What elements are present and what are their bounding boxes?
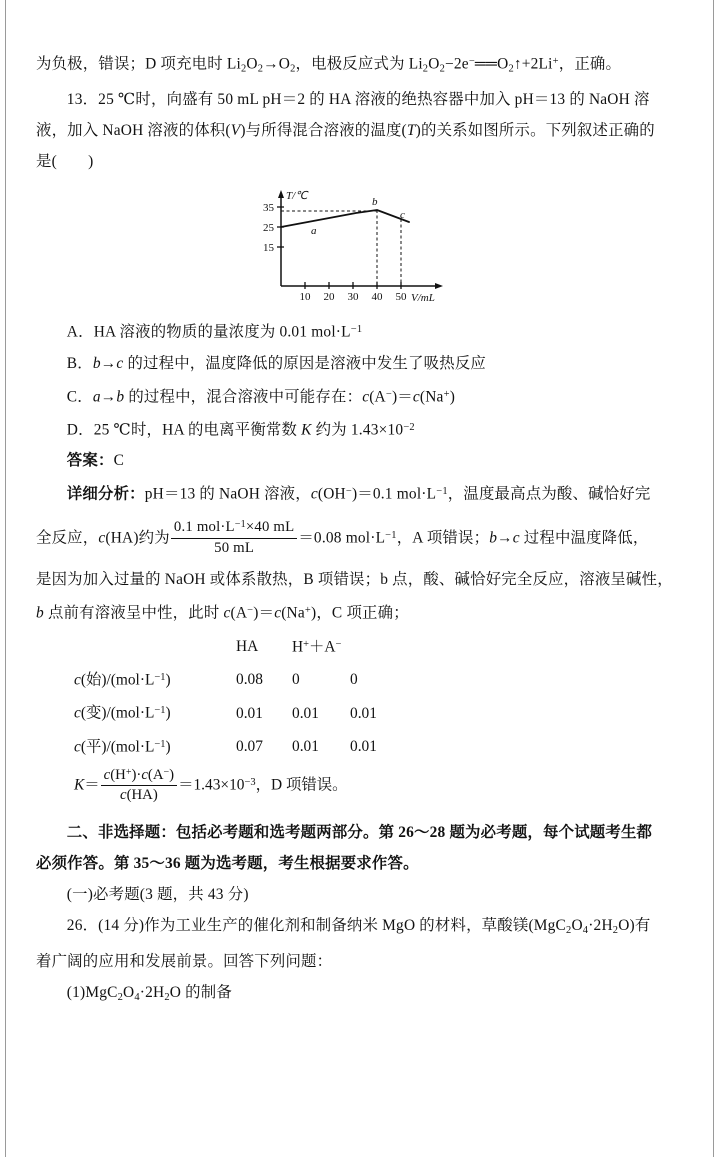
equilibrium-constant-expression: K＝ $\frac{c(H^+)\cdot c(A^-)}{c(HA)}$ $=1.43\times 10^{-3}$，D 项错误。	[74, 766, 348, 804]
analysis-line-4: b 点前有溶液呈中性，此时 c(A−)＝c(Na+)，C 项正确；	[36, 604, 409, 622]
question-26-line-1: 26．(14 分)作为工业生产的催化剂和制备纳米 MgO 的材料，草酸镁$(MgC_2O_4\cdot 2H_2O)$有	[66, 916, 651, 936]
table-row	[74, 662, 377, 695]
chart-data-line	[281, 210, 409, 227]
question-13-stem-line-1: 13．25 ℃时，向盛有 50 mL pH＝2 的 HA 溶液的绝热容器中加入 pH＝13 的 NaOH 溶	[66, 91, 650, 109]
ice-equation-left: HA	[236, 638, 259, 656]
answer-row	[36, 445, 684, 476]
option-d: D．25 ℃时，HA 的电离平衡常数 K 约为 $1.43\times 10^{-2}$	[66, 421, 415, 439]
question-26-item-1: $(1)MgC_2O_4\cdot 2H_2O$ 的制备	[66, 983, 232, 1003]
chart-x-label-20: 20	[323, 291, 334, 304]
option-b: B．b→c 的过程中，温度降低的原因是溶液中发生了吸热反应	[66, 354, 487, 372]
chart-x-label-10: 10	[299, 291, 310, 304]
question-26-line-2: 着广阔的应用和发展前景。回答下列问题：	[36, 952, 333, 970]
temperature-volume-chart	[36, 186, 684, 308]
chart-point-label-a: a	[310, 225, 316, 238]
k-fraction	[101, 767, 177, 805]
chart-point-label-b: b	[371, 196, 377, 209]
chart-x-label-30: 30	[347, 291, 358, 304]
analysis-line-3: 是因为加入过量的 NaOH 或体系散热，B 项错误；b 点，酸、碱恰好完全反应，溶液呈碱性，	[36, 571, 673, 589]
chart-y-axis-arrow	[278, 190, 284, 198]
ice-row-label-equilibrium: c(平)$/(mol\cdot L^{-1})$	[74, 738, 171, 756]
chart-x-axis-title: V/mL	[410, 292, 435, 305]
table-row	[74, 695, 377, 728]
k-denominator: c(HA)	[120, 787, 158, 804]
chart-y-label-35: 35	[262, 202, 274, 215]
analysis-line-1: 详细分析：pH＝13 的 NaOH 溶液，c(OH−)＝0.1 $mol\cdot L^{-1}$，温度最高点为酸、碱恰好完	[66, 485, 651, 503]
chart-y-label-25: 25	[262, 222, 274, 235]
ice-cell-change-h: 0.01	[292, 704, 319, 722]
page-right-rule	[713, 0, 714, 1157]
equilibrium-table	[36, 629, 684, 763]
answer-value: C	[113, 452, 125, 470]
section-ii-heading-line-2: 必须作答。第 35～36 题为选考题，考生根据要求作答。	[36, 854, 419, 872]
analysis-label: 详细分析：	[66, 485, 145, 503]
table-row	[74, 729, 377, 762]
ice-cell-change-ha: 0.01	[236, 704, 263, 722]
question-13-stem-line-3: 是( )	[36, 153, 94, 171]
chart-svg	[253, 186, 468, 308]
chart-y-axis-title: T/℃	[285, 190, 308, 203]
chart-x-label-50: 50	[395, 291, 406, 304]
question-13-stem-line-2: 液，加入 NaOH 溶液的体积(V)与所得混合溶液的温度(T)的关系如图所示。下列叙述正确的	[36, 122, 655, 140]
fraction-numerator: 0.1 $mol\cdot L^{-1}\times 40$ mL	[171, 519, 297, 539]
ice-cell-initial-ha: 0.08	[236, 671, 263, 689]
fraction-denominator: 50 mL	[214, 539, 255, 556]
page-content	[36, 46, 684, 1012]
ice-row-label-change: c(变)$/(mol\cdot L^{-1})$	[74, 704, 171, 722]
subsection-required-questions: (一)必考题(3 题，共 43 分)	[66, 885, 249, 903]
ice-cell-eq-ha: 0.07	[236, 738, 263, 756]
option-c: C．a→b 的过程中，混合溶液中可能存在：c(A−)＝c(Na+)	[66, 388, 456, 406]
option-a: A．HA 溶液的物质的量浓度为 0.01 $mol\cdot L^{-1}$	[66, 323, 363, 341]
ice-cell-eq-h: 0.01	[292, 738, 319, 756]
analysis-line-2: 全反应，c(HA)约为 $\frac{0.1 mol\cdot L^{-1}\times 40 mL}{50 mL}$ ＝0.08 $mol\cdot L^{-1}$，A 项错误；b→c 过程中温度降低，	[36, 519, 649, 556]
ice-row-label-initial: c(始)$/(mol\cdot L^{-1})$	[74, 671, 171, 689]
ice-equation-right: H+＋A−	[292, 638, 342, 656]
table-row-header	[74, 629, 377, 662]
ice-cell-eq-a: 0.01	[350, 738, 377, 756]
ice-cell-initial-h: 0	[292, 671, 300, 689]
k-numerator: c(H+)·c(A−)	[101, 767, 177, 787]
answer-label: 答案：	[66, 452, 114, 470]
chart-x-label-40: 40	[371, 291, 382, 304]
ice-header-blank	[74, 629, 236, 662]
concentration-fraction	[171, 519, 297, 557]
page-left-rule	[5, 0, 6, 1157]
chart-y-label-15: 15	[262, 242, 274, 255]
chart-x-axis-arrow	[435, 283, 443, 289]
k-symbol: K	[74, 776, 85, 794]
ice-cell-change-a: 0.01	[350, 704, 377, 722]
section-ii-heading-line-1: 二、非选择题：包括必考题和选考题两部分。第 26～28 题为必考题，每个试题考生都	[66, 823, 653, 841]
ice-cell-initial-a: 0	[350, 671, 358, 689]
chart-point-label-c: c	[399, 209, 405, 222]
ice-table	[74, 629, 377, 763]
carryover-paragraph: 为负极，错误；D 项充电时 $Li_2O_2\to O_2$，电极反应式为 $Li_2O_2-2e^-══O_2↑+2Li^+$，正确。	[36, 55, 622, 75]
